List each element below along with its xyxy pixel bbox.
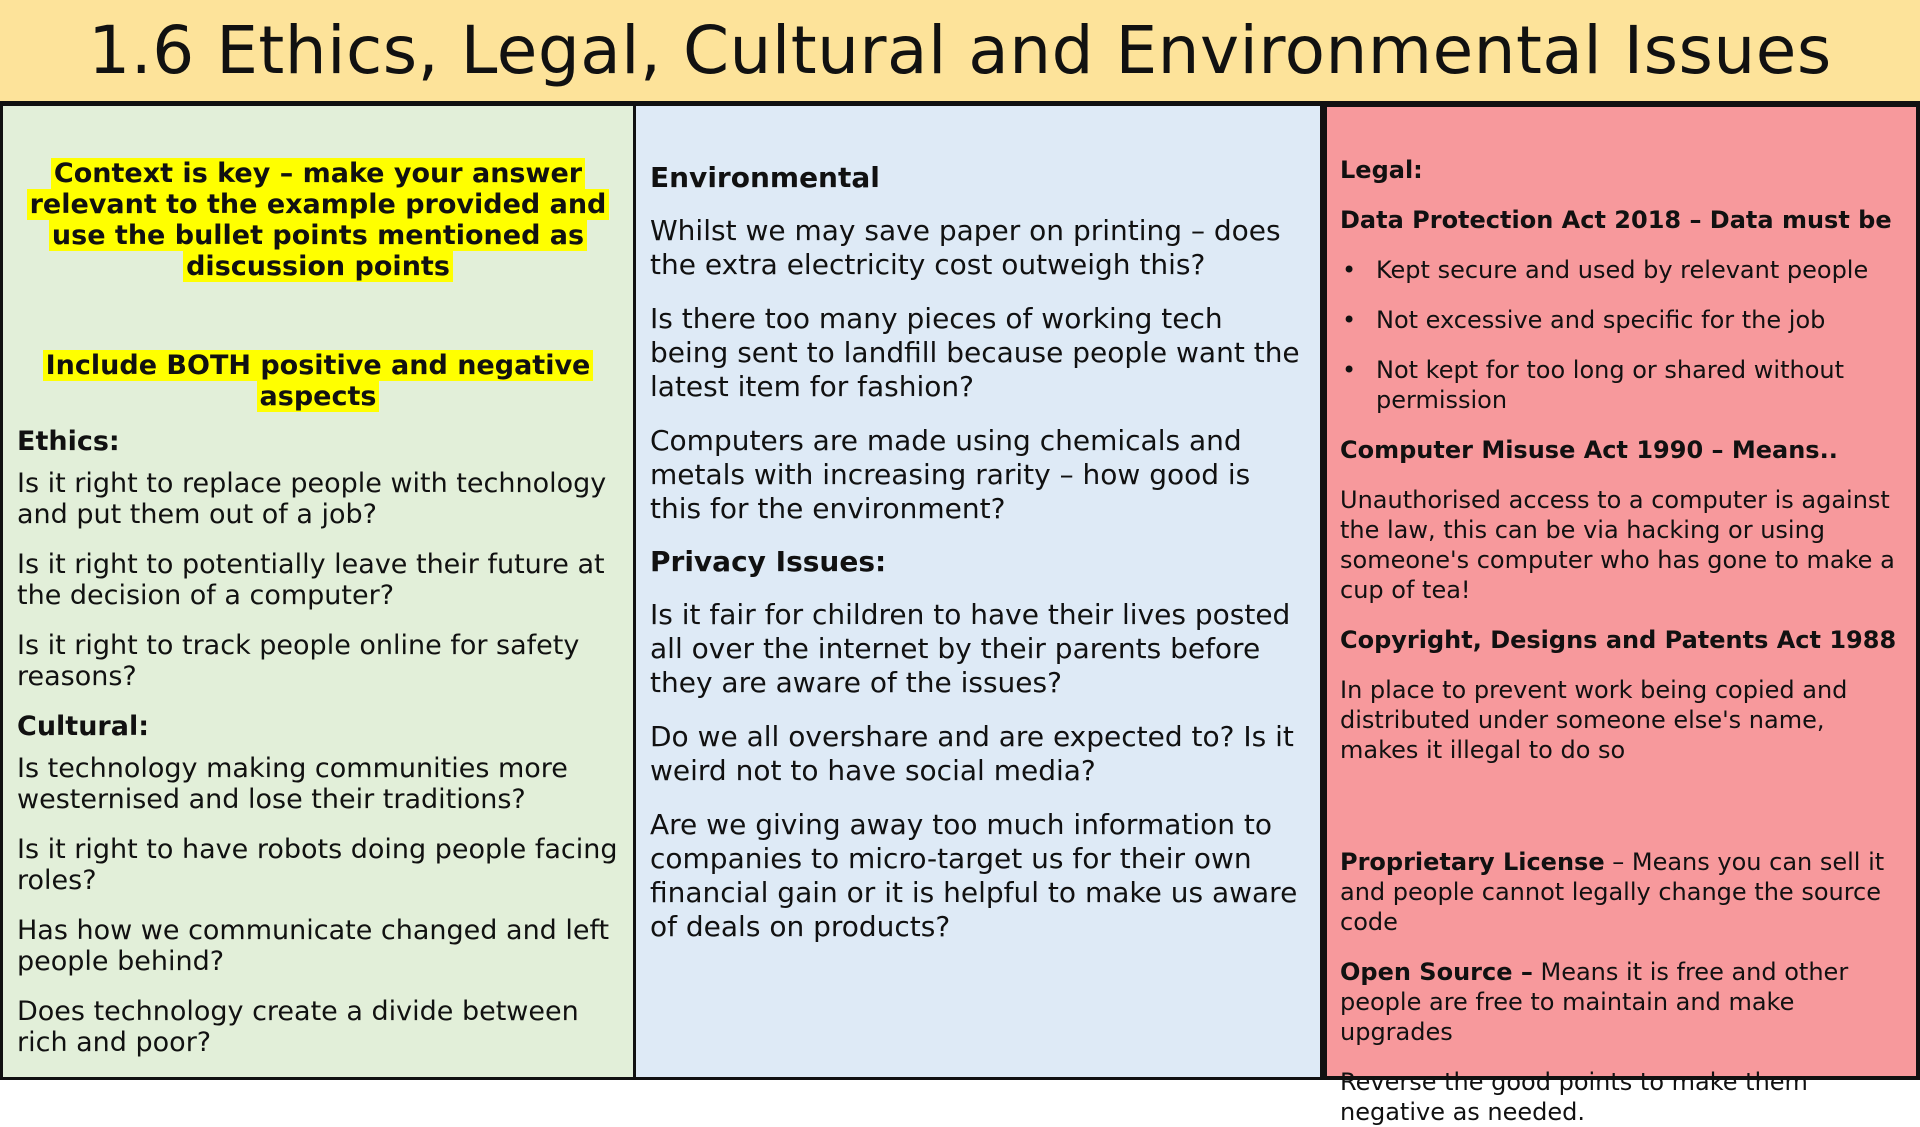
page-title: 1.6 Ethics, Legal, Cultural and Environmental Issues bbox=[88, 12, 1832, 89]
environmental-heading: Environmental bbox=[650, 161, 880, 194]
environmental-item: Is there too many pieces of working tech being sent to landfill because people want the latest item for fashion? bbox=[650, 302, 1300, 403]
ethics-item: Is it right to potentially leave their future at the decision of a computer? bbox=[17, 549, 605, 611]
dpa-bullet-text: Not excessive and specific for the job bbox=[1376, 306, 1826, 334]
open-source-label: Open Source – bbox=[1340, 958, 1533, 986]
dpa-heading: Data Protection Act 2018 – Data must be bbox=[1340, 206, 1892, 234]
cma-text: Unauthorised access to a computer is against the law, this can be via hacking or using someone's computer who has gone to make a cup of tea! bbox=[1340, 486, 1895, 604]
context-tip bbox=[17, 158, 619, 282]
list-item bbox=[1340, 355, 1904, 415]
title-bar bbox=[0, 0, 1920, 106]
dpa-bullet-list bbox=[1340, 255, 1904, 415]
cdpa-text: In place to prevent work being copied and distributed under someone else's name, makes it illegal to do so bbox=[1340, 676, 1848, 764]
open-source-text: Means it is free and other people are free to maintain and make upgrades bbox=[1340, 958, 1849, 1046]
privacy-item: Do we all overshare and are expected to? Is it weird not to have social media? bbox=[650, 720, 1294, 787]
aspects-tip-text: Include BOTH positive and negative aspects bbox=[43, 350, 594, 412]
ethics-item: Is it right to replace people with technology and put them out of a job? bbox=[17, 468, 607, 530]
cultural-heading: Cultural: bbox=[17, 711, 150, 742]
environmental-item: Whilst we may save paper on printing – does the extra electricity cost outweigh this? bbox=[650, 214, 1281, 281]
proprietary-license bbox=[1340, 847, 1904, 937]
list-item bbox=[1340, 305, 1904, 335]
left-column bbox=[0, 106, 636, 1080]
ethics-heading: Ethics: bbox=[17, 426, 120, 457]
privacy-item: Is it fair for children to have their lives posted all over the internet by their parents before they are aware of the issues? bbox=[650, 598, 1291, 699]
proprietary-label: Proprietary License bbox=[1340, 848, 1605, 876]
middle-column bbox=[636, 106, 1323, 1080]
cultural-item: Does technology create a divide between rich and poor? bbox=[17, 996, 579, 1058]
dpa-bullet-text: Not kept for too long or shared without permission bbox=[1376, 356, 1845, 414]
bullet-icon: • bbox=[1342, 256, 1357, 284]
cultural-item: Is technology making communities more westernised and lose their traditions? bbox=[17, 753, 568, 815]
bullet-icon: • bbox=[1342, 356, 1357, 384]
aspects-tip bbox=[17, 350, 619, 412]
environmental-item: Computers are made using chemicals and metals with increasing rarity – how good is this for the environment? bbox=[650, 424, 1251, 525]
cultural-item: Is it right to have robots doing people facing roles? bbox=[17, 834, 618, 896]
cma-heading: Computer Misuse Act 1990 – Means.. bbox=[1340, 436, 1838, 464]
legal-heading: Legal: bbox=[1340, 156, 1423, 184]
proprietary-text: – Means you can sell it and people cannot legally change the source code bbox=[1340, 848, 1885, 936]
ethics-item: Is it right to track people online for safety reasons? bbox=[17, 630, 580, 692]
reverse-note: Reverse the good points to make them negative as needed. bbox=[1340, 1068, 1808, 1126]
list-item bbox=[1340, 255, 1904, 285]
right-column bbox=[1323, 103, 1920, 1126]
context-tip-text: Context is key – make your answer relevant to the example provided and use the bullet points mentioned as discussion points bbox=[27, 158, 610, 282]
dpa-bullet-text: Kept secure and used by relevant people bbox=[1376, 256, 1869, 284]
cdpa-heading: Copyright, Designs and Patents Act 1988 bbox=[1340, 626, 1897, 654]
open-source bbox=[1340, 957, 1904, 1047]
cultural-item: Has how we communicate changed and left people behind? bbox=[17, 915, 610, 977]
privacy-heading: Privacy Issues: bbox=[650, 545, 887, 578]
privacy-item: Are we giving away too much information to companies to micro-target us for their own financial gain or it is helpful to make us aware of deals on products? bbox=[650, 808, 1298, 943]
bullet-icon: • bbox=[1342, 306, 1357, 334]
